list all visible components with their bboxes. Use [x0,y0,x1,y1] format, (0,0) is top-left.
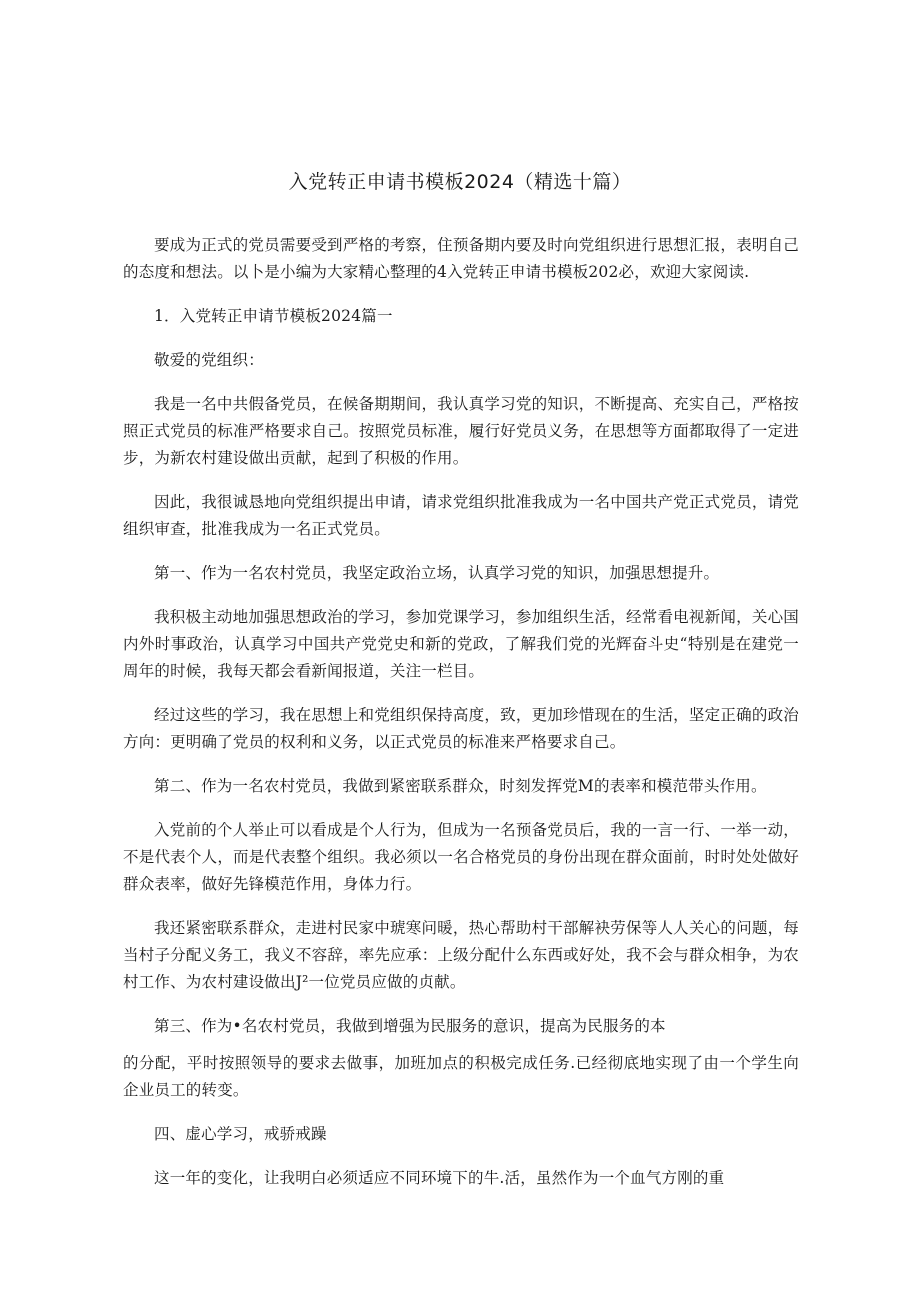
section-heading: 1．入党转正申请节模板2024篇一 [154,307,393,325]
body-paragraph: 我是一名中共假备党员，在候备期期间，我认真学习党的知识，不断提高、充实自己，严格按照正式党员的标准严格要求自己。按照党员标准，履行好党员义务，在思想等方面都取得了一定进步，为新农村建设做出贡献，起到了积极的作用。 [123,395,799,467]
point-heading: 第一、作为一名农村党员，我坚定政治立场，认真学习党的知识，加强思想提升。 [154,564,720,582]
body-paragraph: 我还紧密联系群众，走进村民家中琥寒问暖，热心帮助村干部解袂劳保等人人关心的问题，每当村子分配义务工，我义不容辞，率先应承：上级分配什么东西或好处，我不会与群众相争，为农村工作、为农村建设做出J²一位党员应做的贞献。 [123,919,799,991]
intro-paragraph: 要成为正式的党员需要受到严格的考察，住预备期内要及时向党组织进行思想汇报，表明自己的态度和想法。以卜是小编为大家精心整理的4入党转正申请书模板202必，欢迎大家阅读. [123,236,799,281]
body-paragraph: 这一年的变化，让我明白必须适应不同环境下的牛.活，虽然作为一个血气方刚的重 [154,1169,725,1187]
point-heading: 第三、作为•名农村党员，我做到增强为民服务的意识，提高为民服务的本 [154,1017,666,1035]
body-paragraph: 我积极主动地加强思想政治的学习，参加党课学习，参加组织生活，经常看电视新闻，关心国内外时事政治，认真学习中国共产党党史和新的党政，了解我们党的光辉奋斗史“特别是在建党一周年的时候，我每天都会看新闻报道，关注一栏目。 [123,608,799,680]
point-heading: 第二、作为一名农村党员，我做到紧密联系群众，时刻发挥党M的表率和模范带头作用。 [154,777,767,795]
body-paragraph: 因此，我很诚恳地向党组织提出申请，请求党组织批准我成为一名中国共产党正式党员，请党组织审查，批准我成为一名正式党员。 [123,493,799,538]
body-paragraph: 的分配，平时按照领导的要求去做事，加班加点的积极完成任务.已经彻底地实现了由一个学生向企业员工的转变。 [123,1054,799,1099]
body-paragraph: 经过这些的学习，我在思想上和党组织保持高度，致，更加珍惜现在的生活，坚定正确的政治方向：更明确了党员的权利和义务，以正式党员的标准来严格要求自己。 [123,706,799,751]
document-title: 入党转正申请书模板2024（精选十篇） [288,171,632,193]
salutation: 敬爱的党组织： [154,351,264,369]
document-body [123,232,799,1209]
point-heading: 四、虚心学习，戒骄戒躁 [154,1125,327,1143]
body-paragraph: 入党前的个人举止可以看成是个人行为，但成为一名预备党员后，我的一言一行、一举一动，不是代表个人，而是代表整个组织。我必须以一名合格党员的身份出现在群众面前，时时处处做好群众表率，做好先锋模范作用，身体力行。 [123,821,799,893]
